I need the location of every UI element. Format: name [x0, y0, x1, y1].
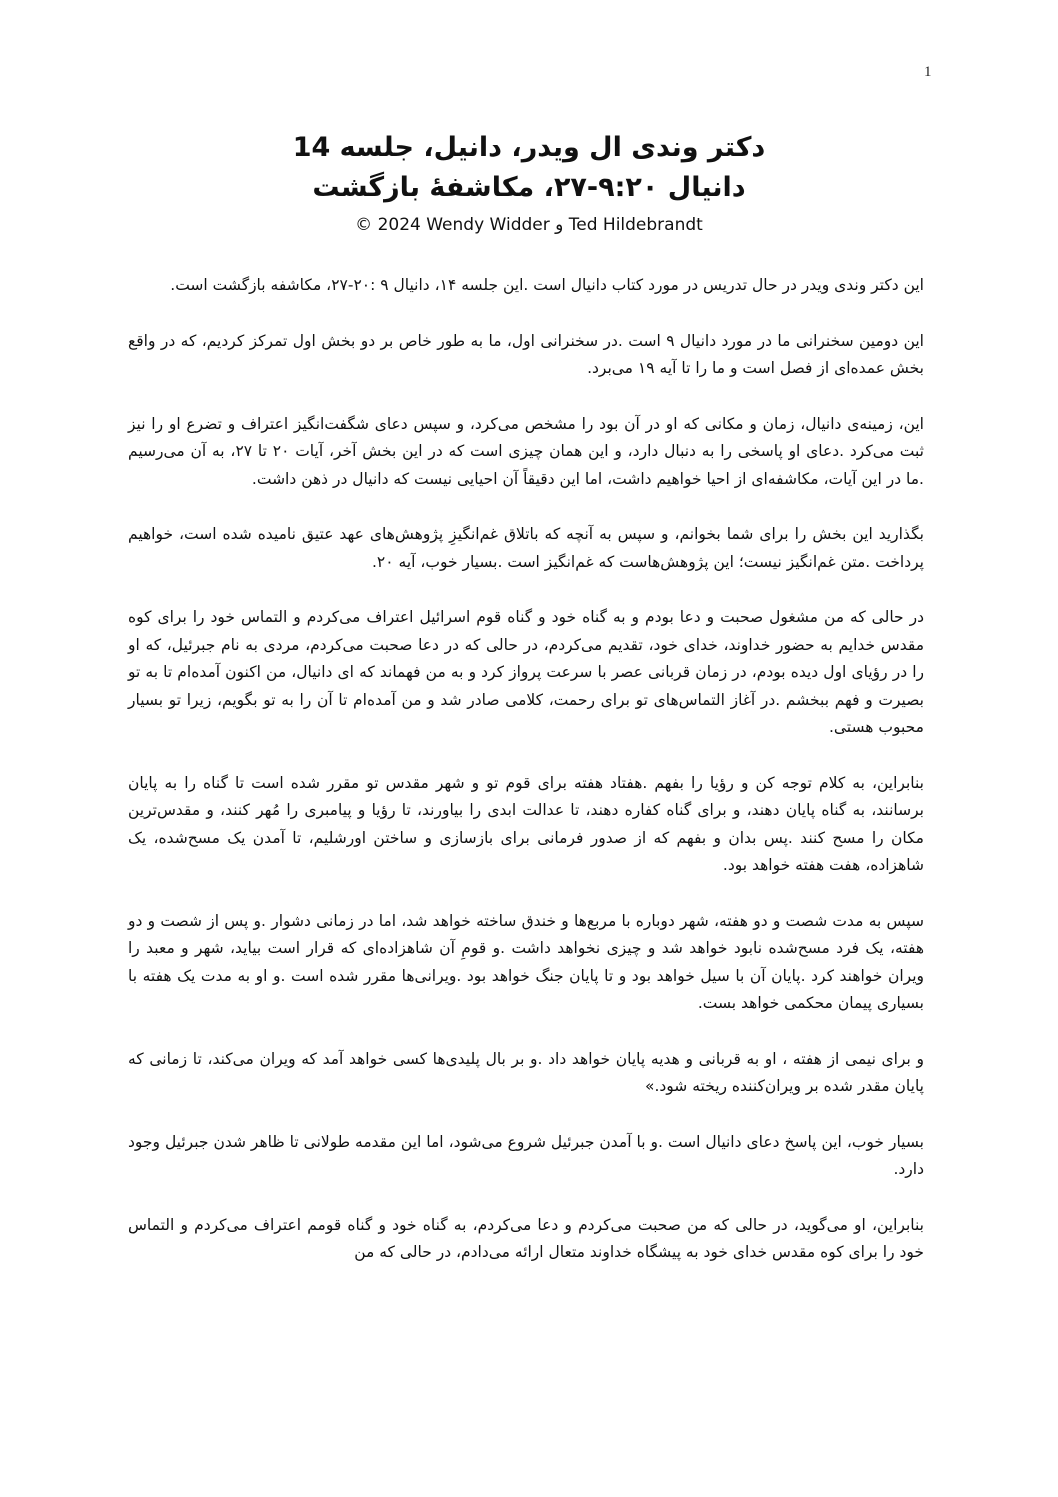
paragraph: این دکتر وندی ویدر در حال تدریس در مورد کتاب دانیال است .این جلسه ۱۴، دانیال ۹ :۲۰-۲۷، مکاشفه بازگشت است.: [170, 276, 924, 294]
paragraph: بنابراین، او می‌گوید، در حالی که من صحبت می‌کردم و دعا می‌کردم، به گناه خود و گناه قومم اعتراف می‌کردم و التماس خود را برای کوه مقدس خدای خود به پیشگاه خداوند متعال ارائه می‌دادم، در حالی که من: [128, 1215, 924, 1261]
page-number: 1: [924, 64, 932, 80]
paragraph: این دومین سخنرانی ما در مورد دانیال ۹ است .در سخنرانی اول، ما به طور خاص بر دو بخش اول تمرکز کردیم، که در واقع بخش عمده‌ای از فصل است و ما را تا آیه ۱۹ می‌برد.: [128, 331, 924, 377]
title-line-2: دانیال ۹:۲۰-۲۷، مکاشفۀ بازگشت: [312, 172, 746, 203]
document-header: [0, 128, 1058, 238]
paragraph: و برای نیمی از هفته ، او به قربانی و هدیه پایان خواهد داد .و بر بال پلیدی‌ها کسی خواهد آمد که ویران می‌کند، تا زمانی که پایان مقدر شده بر ویران‌کننده ریخته شود.»: [128, 1049, 924, 1095]
document-body: [128, 272, 924, 1295]
title-line-1: دکتر وندی ال ویدر، دانیل، جلسه 14: [292, 132, 766, 163]
paragraph: این، زمینه‌ی دانیال، زمان و مکانی که او در آن بود را مشخص می‌کرد، و سپس دعای شگفت‌انگیز اعتراف و تضرع او را نیز ثبت می‌کرد .دعای او پاسخی را به دنبال دارد، و این همان چیزی است که در این بخش آخر، آیات ۲۰ تا ۲۷، به آن می‌رسیم .ما در این آیات، مکاشفه‌ای از احیا خواهیم داشت، اما این دقیقاً آن احیایی نیست که دانیال در ذهن داشت.: [128, 414, 924, 488]
paragraph: در حالی که من مشغول صحبت و دعا بودم و به گناه خود و گناه قوم اسرائیل اعتراف می‌کردم و التماس خود را برای کوه مقدس خدایم به حضور خداوند، خدای خود، تقدیم می‌کردم، در حالی که در دعا صحبت می‌کردم، مردی به نام جبرئیل، که او را در رؤیای اول دیده بودم، در زمان قربانی عصر با سرعت پرواز کرد و به من فهماند که ای دانیال، من اکنون آمده‌ام تا به تو بصیرت و فهم ببخشم .در آغاز التماس‌های تو برای رحمت، کلامی صادر شد و من آمده‌ام تا آن را به تو بگویم، زیرا تو بسیار محبوب هستی.: [128, 608, 924, 736]
paragraph: بگذارید این بخش را برای شما بخوانم، و سپس به آنچه که باتلاق غم‌انگیزِ پژوهش‌های عهد عتیق نامیده شده است، خواهیم پرداخت .متن غم‌انگیز نیست؛ این پژوهش‌هاست که غم‌انگیز است .بسیار خوب، آیه ۲۰.: [128, 525, 924, 571]
paragraph: بنابراین، به کلام توجه کن و رؤیا را بفهم .هفتاد هفته برای قوم تو و شهر مقدس تو مقرر شده است تا گناه را به پایان برسانند، به گناه پایان دهند، و برای گناه کفاره دهند، تا عدالت ابدی را بیاورند، تا رؤیا و پیامبری را مُهر کنند، و مقدس‌ترین مکان را مسح کنند .پس بدان و بفهم که از صدور فرمانی برای بازسازی و ساختن اورشلیم، تا آمدن یک مسح‌شده، یک شاهزاده، هفت هفته خواهد بود.: [128, 773, 924, 874]
paragraph: بسیار خوب، این پاسخ دعای دانیال است .و با آمدن جبرئیل شروع می‌شود، اما این مقدمه طولانی تا ظاهر شدن جبرئیل وجود دارد.: [128, 1132, 924, 1178]
paragraph: سپس به مدت شصت و دو هفته، شهر دوباره با مربع‌ها و خندق ساخته خواهد شد، اما در زمانی دشوار .و پس از شصت و دو هفته، یک فرد مسح‌شده نابود خواهد شد و چیزی نخواهد داشت .و قومِ آن شاهزاده‌ای که قرار است بیاید، شهر و معبد را ویران خواهند کرد .پایان آن با سیل خواهد بود و تا پایان جنگ خواهد بود .ویرانی‌ها مقرر شده است .و او به مدت یک هفته با بسیاری پیمان محکمی خواهد بست.: [128, 911, 924, 1012]
copyright-line: © 2024 Wendy Widder و Ted Hildebrandt: [355, 215, 703, 235]
